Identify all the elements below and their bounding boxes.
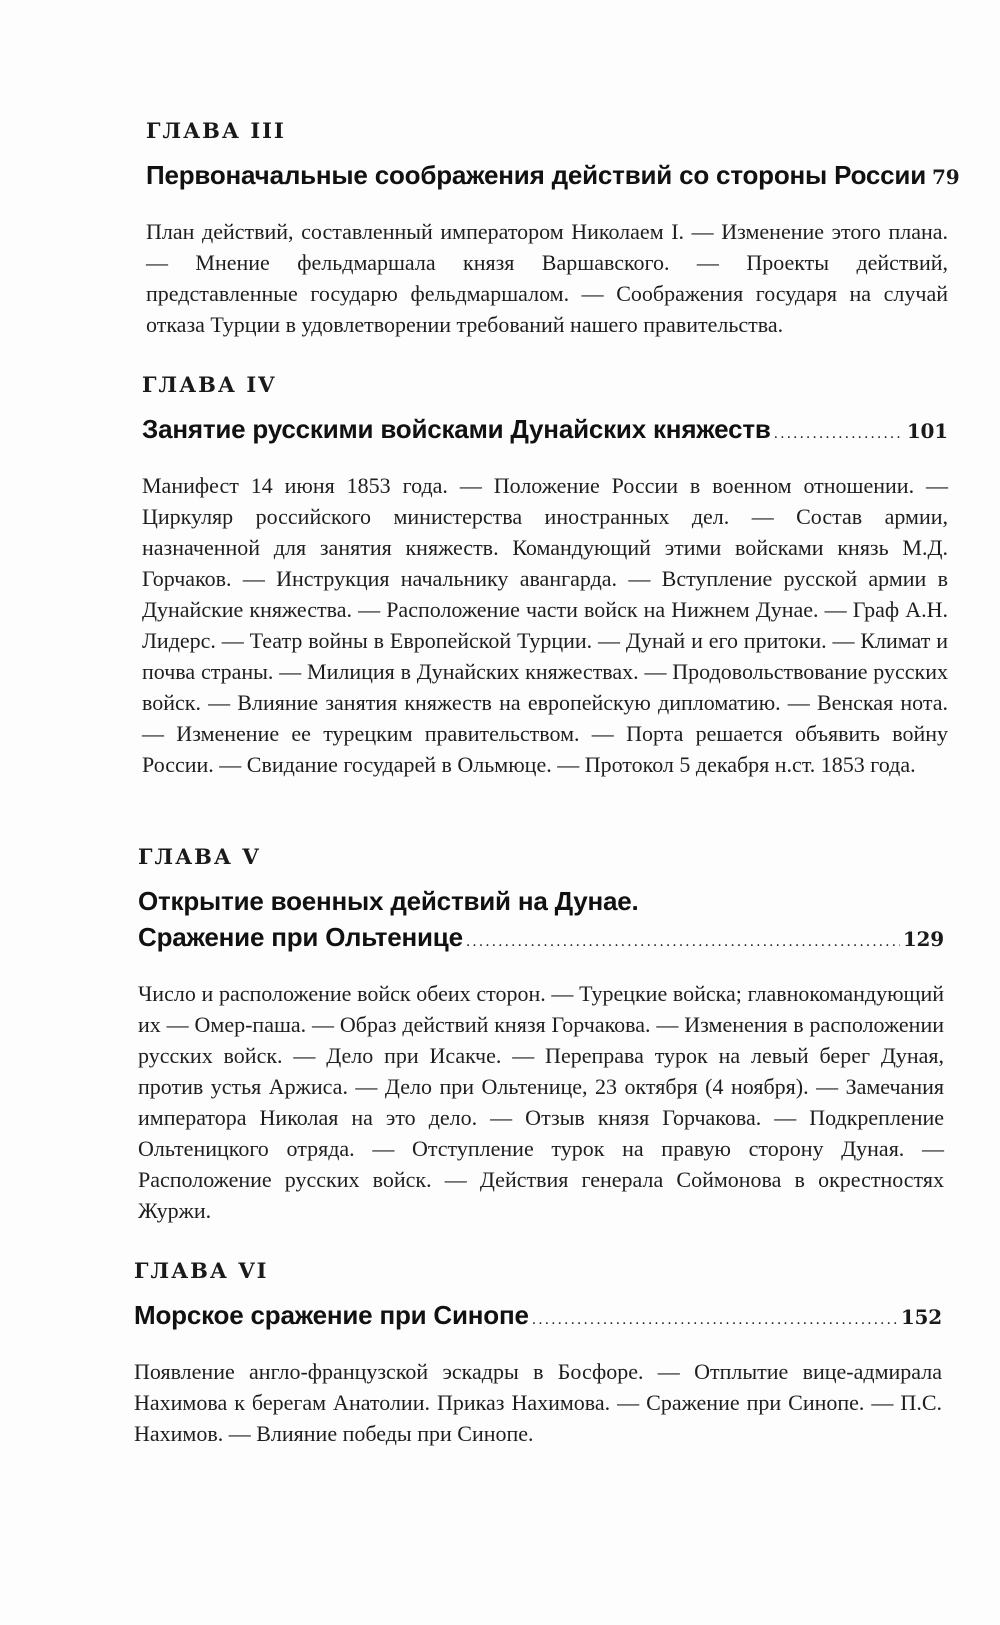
chapter-title-text: Открытие военных действий на Дунае.	[138, 886, 639, 916]
chapter-summary: Манифест 14 июня 1853 года. — Положение России в военном отношении. — Циркуляр российского министерства иностранных дел. — Состав армии, назначенной для занятия княжеств. Командующий этими войсками князь М.Д. Горчаков. — Инструкция начальнику авангарда. — Вступление русской армии в Дунайские княжества. — Расположение части войск на Нижнем Дунае. — Граф А.Н. Лидерс. — Театр войны в Европейской Турции. — Дунай и его притоки. — Климат и почва страны. — Милиция в Дунайских княжествах. — Продовольствование русских войск. — Влияние занятия княжеств на европейскую дипломатию. — Венская нота. — Изменение ее турецким правительством. — Порта решается объявить войну России. — Свидание государей в Ольмюце. — Протокол 5 декабря н.ст. 1853 года.	[142, 473, 948, 777]
chapter-title[interactable]	[138, 883, 944, 960]
chapter-5	[138, 844, 944, 1226]
chapter-4	[142, 372, 948, 780]
chapter-label: ГЛАВА VI	[134, 1258, 269, 1283]
page-number: 129	[902, 927, 944, 951]
chapter-title-text: Первоначальные соображения действий со стороны России	[146, 160, 927, 190]
chapter-summary: План действий, составленный императором Николаем I. — Изменение этого плана. — Мнение фельдмаршала князя Варшавского. — Проекты действий, представленные государю фельдмаршалом. — Соображения государя на случай отказа Турции в удовлетворении требований нашего правительства.	[146, 219, 948, 337]
chapter-title[interactable]	[134, 1297, 942, 1338]
chapter-3	[146, 118, 960, 340]
page-number: 79	[932, 165, 960, 189]
chapter-6	[134, 1258, 942, 1449]
chapter-title-text: Морское сражение при Синопе	[134, 1300, 529, 1330]
page-number: 152	[900, 1305, 942, 1329]
chapter-label: ГЛАВА III	[146, 118, 286, 143]
chapter-summary: Число и расположение войск обеих сторон. — Турецкие войска; главнокомандующий их — Омер-паша. — Образ действий князя Горчакова. — Изменения в расположении русских войск. — Дело при Исакче. — Переправа турок на левый берег Дуная, против устья Аржиса. — Дело при Ольтенице, 23 октября (4 ноября). — Замечания императора Николая на это дело. — Отзыв князя Горчакова. — Подкрепление Ольтеницкого отряда. — Отступление турок на правую сторону Дуная. — Расположение русских войск. — Действия генерала Соймонова в окрестностях Журжи.	[138, 981, 944, 1223]
leader-dots	[466, 924, 900, 960]
chapter-title[interactable]	[142, 411, 948, 452]
chapter-title-text: Сражение при Ольтенице	[138, 922, 463, 952]
leader-dots	[774, 416, 904, 452]
chapter-label: ГЛАВА V	[138, 844, 261, 869]
chapter-summary: Появление англо-французской эскадры в Босфоре. — Отплытие вице-адмирала Нахимова к берегам Анатолии. Приказ Нахимова. — Сражение при Синопе. — П.С. Нахимов. — Влияние победы при Синопе.	[134, 1359, 942, 1446]
chapter-title-text: Занятие русскими войсками Дунайских княжеств	[142, 414, 771, 444]
chapter-label: ГЛАВА IV	[142, 372, 277, 397]
chapter-title[interactable]	[146, 157, 960, 198]
page-number: 101	[906, 419, 948, 443]
leader-dots	[532, 1302, 898, 1338]
